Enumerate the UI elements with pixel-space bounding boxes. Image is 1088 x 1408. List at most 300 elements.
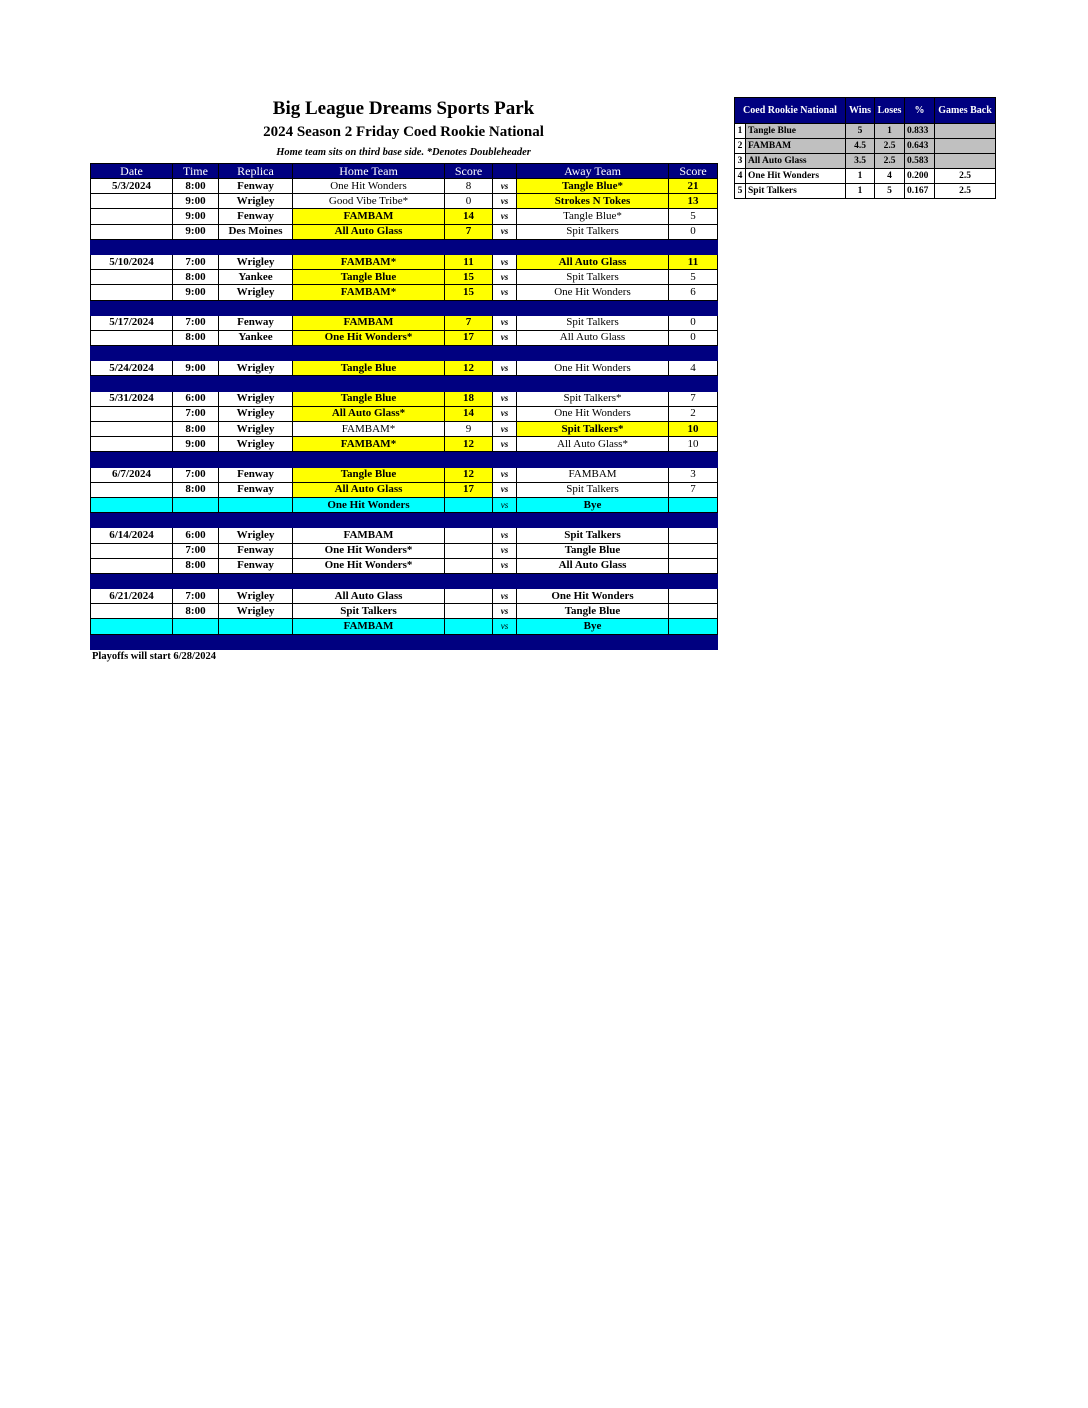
separator-cell [669, 346, 718, 361]
away-score [669, 528, 718, 543]
week-separator [91, 634, 718, 649]
standings-col-loses: Loses [875, 98, 905, 124]
week-separator [91, 346, 718, 361]
separator-cell [517, 573, 669, 588]
page-subtitle: 2024 Season 2 Friday Coed Rookie National [263, 124, 544, 140]
standing-pct: 0.833 [905, 124, 935, 139]
game-date [91, 406, 173, 421]
home-score: 17 [445, 482, 493, 497]
standing-rank: 1 [735, 124, 746, 139]
separator-cell [219, 634, 293, 649]
standings-body [735, 124, 996, 199]
standing-wins: 5 [846, 124, 875, 139]
vs-label: vs [493, 194, 517, 209]
separator-cell [219, 376, 293, 391]
field-replica: Wrigley [219, 604, 293, 619]
game-time: 7:00 [173, 543, 219, 558]
field-replica [219, 619, 293, 634]
game-row [91, 361, 718, 376]
away-score [669, 497, 718, 512]
home-team: One Hit Wonders* [293, 558, 445, 573]
separator-cell [517, 634, 669, 649]
game-date: 5/3/2024 [91, 179, 173, 194]
game-row [91, 391, 718, 406]
game-date [91, 497, 173, 512]
separator-cell [669, 452, 718, 467]
separator-cell [293, 376, 445, 391]
away-score: 0 [669, 330, 718, 345]
schedule-note: Home team sits on third base side. *Denotes Doubleheader [276, 147, 531, 158]
field-replica: Fenway [219, 543, 293, 558]
field-replica: Yankee [219, 270, 293, 285]
home-score [445, 528, 493, 543]
home-team: FAMBAM* [293, 285, 445, 300]
separator-cell [669, 376, 718, 391]
standing-pct: 0.583 [905, 154, 935, 169]
week-separator [91, 376, 718, 391]
away-score [669, 619, 718, 634]
away-score: 10 [669, 437, 718, 452]
standing-games-back [935, 124, 996, 139]
game-date [91, 285, 173, 300]
home-team: FAMBAM [293, 528, 445, 543]
vs-label: vs [493, 179, 517, 194]
game-date [91, 437, 173, 452]
separator-cell [493, 634, 517, 649]
separator-cell [91, 300, 173, 315]
standings-row [735, 154, 996, 169]
field-replica: Des Moines [219, 224, 293, 239]
vs-label: vs [493, 209, 517, 224]
game-date [91, 619, 173, 634]
vs-label: vs [493, 604, 517, 619]
game-row [91, 330, 718, 345]
game-row [91, 482, 718, 497]
separator-cell [445, 376, 493, 391]
game-row [91, 270, 718, 285]
schedule-header-row [91, 164, 718, 179]
game-row [91, 604, 718, 619]
field-replica: Wrigley [219, 437, 293, 452]
vs-label: vs [493, 254, 517, 269]
col-replica: Replica [219, 164, 293, 179]
field-replica: Wrigley [219, 406, 293, 421]
home-team: Tangle Blue [293, 391, 445, 406]
game-time: 8:00 [173, 179, 219, 194]
home-team: One Hit Wonders [293, 179, 445, 194]
game-date [91, 543, 173, 558]
playoffs-note: Playoffs will start 6/28/2024 [92, 651, 216, 662]
standing-rank: 4 [735, 169, 746, 184]
separator-cell [173, 513, 219, 528]
home-score [445, 619, 493, 634]
away-team: Tangle Blue [517, 604, 669, 619]
home-team: One Hit Wonders [293, 497, 445, 512]
game-date: 5/31/2024 [91, 391, 173, 406]
separator-cell [293, 346, 445, 361]
vs-label: vs [493, 391, 517, 406]
vs-label: vs [493, 406, 517, 421]
vs-label: vs [493, 224, 517, 239]
standings-col-games-back: Games Back [935, 98, 996, 124]
standings-col-pct: % [905, 98, 935, 124]
standing-loses: 5 [875, 184, 905, 199]
vs-label: vs [493, 528, 517, 543]
game-date: 5/17/2024 [91, 315, 173, 330]
field-replica: Wrigley [219, 254, 293, 269]
field-replica: Fenway [219, 558, 293, 573]
home-score [445, 543, 493, 558]
home-team: FAMBAM* [293, 254, 445, 269]
standing-games-back: 2.5 [935, 169, 996, 184]
separator-cell [91, 346, 173, 361]
game-date [91, 194, 173, 209]
away-team: FAMBAM [517, 467, 669, 482]
game-row [91, 528, 718, 543]
separator-cell [219, 300, 293, 315]
home-score: 7 [445, 315, 493, 330]
field-replica: Wrigley [219, 422, 293, 437]
field-replica: Yankee [219, 330, 293, 345]
away-score: 5 [669, 209, 718, 224]
separator-cell [445, 513, 493, 528]
home-team: Tangle Blue [293, 467, 445, 482]
standings-row [735, 139, 996, 154]
week-separator [91, 239, 718, 254]
separator-cell [517, 346, 669, 361]
game-row [91, 558, 718, 573]
game-row [91, 467, 718, 482]
separator-cell [493, 376, 517, 391]
home-score: 11 [445, 254, 493, 269]
field-replica: Wrigley [219, 391, 293, 406]
game-time: 8:00 [173, 604, 219, 619]
home-team: FAMBAM* [293, 437, 445, 452]
game-time: 7:00 [173, 589, 219, 604]
separator-cell [669, 300, 718, 315]
home-team: FAMBAM [293, 315, 445, 330]
home-team: FAMBAM [293, 209, 445, 224]
col-away-team: Away Team [517, 164, 669, 179]
away-score: 6 [669, 285, 718, 300]
home-team: Good Vibe Tribe* [293, 194, 445, 209]
away-team: Spit Talkers* [517, 391, 669, 406]
home-score: 14 [445, 406, 493, 421]
standing-team: One Hit Wonders [746, 169, 846, 184]
home-score [445, 604, 493, 619]
separator-cell [91, 239, 173, 254]
separator-cell [517, 300, 669, 315]
col-home-team: Home Team [293, 164, 445, 179]
away-team: Spit Talkers [517, 528, 669, 543]
game-date [91, 270, 173, 285]
away-team: Tangle Blue [517, 543, 669, 558]
separator-cell [445, 346, 493, 361]
home-team: All Auto Glass* [293, 406, 445, 421]
game-time: 9:00 [173, 194, 219, 209]
separator-cell [669, 513, 718, 528]
home-score [445, 558, 493, 573]
game-time: 6:00 [173, 528, 219, 543]
standing-pct: 0.200 [905, 169, 935, 184]
standings-row [735, 169, 996, 184]
game-date [91, 422, 173, 437]
vs-label: vs [493, 315, 517, 330]
field-replica: Wrigley [219, 194, 293, 209]
vs-label: vs [493, 589, 517, 604]
field-replica: Fenway [219, 482, 293, 497]
game-row [91, 406, 718, 421]
week-separator [91, 452, 718, 467]
away-score [669, 558, 718, 573]
away-score: 21 [669, 179, 718, 194]
bye-row [91, 619, 718, 634]
separator-cell [669, 239, 718, 254]
separator-cell [517, 452, 669, 467]
game-time: 6:00 [173, 391, 219, 406]
home-score: 0 [445, 194, 493, 209]
game-time [173, 497, 219, 512]
home-score: 12 [445, 361, 493, 376]
away-score: 10 [669, 422, 718, 437]
separator-cell [219, 513, 293, 528]
separator-cell [669, 634, 718, 649]
separator-cell [173, 634, 219, 649]
col-date: Date [91, 164, 173, 179]
standings-row [735, 124, 996, 139]
separator-cell [293, 300, 445, 315]
away-score [669, 604, 718, 619]
separator-cell [493, 346, 517, 361]
separator-cell [493, 239, 517, 254]
field-replica: Wrigley [219, 361, 293, 376]
game-date: 6/14/2024 [91, 528, 173, 543]
home-team: One Hit Wonders* [293, 543, 445, 558]
game-row [91, 194, 718, 209]
vs-label: vs [493, 497, 517, 512]
game-time: 8:00 [173, 330, 219, 345]
away-score: 0 [669, 224, 718, 239]
game-row [91, 437, 718, 452]
bye-row [91, 497, 718, 512]
away-team: All Auto Glass* [517, 437, 669, 452]
game-time [173, 619, 219, 634]
game-time: 7:00 [173, 254, 219, 269]
field-replica: Fenway [219, 209, 293, 224]
away-team: Bye [517, 619, 669, 634]
col-time: Time [173, 164, 219, 179]
home-score [445, 589, 493, 604]
away-team: Tangle Blue* [517, 209, 669, 224]
standings-table [734, 97, 996, 199]
standing-wins: 4.5 [846, 139, 875, 154]
separator-cell [493, 300, 517, 315]
separator-cell [91, 634, 173, 649]
home-score: 12 [445, 437, 493, 452]
separator-cell [293, 634, 445, 649]
home-team: FAMBAM [293, 619, 445, 634]
separator-cell [173, 239, 219, 254]
away-score: 2 [669, 406, 718, 421]
game-date: 6/7/2024 [91, 467, 173, 482]
vs-label: vs [493, 422, 517, 437]
vs-label: vs [493, 619, 517, 634]
separator-cell [293, 573, 445, 588]
home-team: All Auto Glass [293, 482, 445, 497]
game-row [91, 543, 718, 558]
separator-cell [219, 573, 293, 588]
standing-wins: 1 [846, 184, 875, 199]
away-team: Spit Talkers [517, 482, 669, 497]
standing-rank: 5 [735, 184, 746, 199]
game-date [91, 558, 173, 573]
standing-loses: 2.5 [875, 154, 905, 169]
game-time: 7:00 [173, 315, 219, 330]
game-time: 8:00 [173, 482, 219, 497]
vs-label: vs [493, 467, 517, 482]
separator-cell [219, 346, 293, 361]
standing-games-back: 2.5 [935, 184, 996, 199]
away-team: One Hit Wonders [517, 589, 669, 604]
separator-cell [493, 513, 517, 528]
standing-wins: 3.5 [846, 154, 875, 169]
away-score: 3 [669, 467, 718, 482]
separator-cell [445, 452, 493, 467]
separator-cell [91, 452, 173, 467]
home-team: Tangle Blue [293, 270, 445, 285]
col-home-score: Score [445, 164, 493, 179]
game-row [91, 254, 718, 269]
separator-cell [173, 573, 219, 588]
home-team: FAMBAM* [293, 422, 445, 437]
separator-cell [669, 573, 718, 588]
away-team: All Auto Glass [517, 330, 669, 345]
separator-cell [445, 300, 493, 315]
col-away-score: Score [669, 164, 718, 179]
standing-pct: 0.167 [905, 184, 935, 199]
field-replica: Wrigley [219, 589, 293, 604]
separator-cell [219, 452, 293, 467]
field-replica: Fenway [219, 467, 293, 482]
home-team: All Auto Glass [293, 589, 445, 604]
standings-header-row [735, 98, 996, 124]
away-score: 4 [669, 361, 718, 376]
vs-label: vs [493, 270, 517, 285]
separator-cell [91, 376, 173, 391]
away-score: 11 [669, 254, 718, 269]
home-score [445, 497, 493, 512]
vs-label: vs [493, 330, 517, 345]
vs-label: vs [493, 285, 517, 300]
week-separator [91, 513, 718, 528]
game-date [91, 604, 173, 619]
standings-col-division: Coed Rookie National [735, 98, 846, 124]
away-team: Spit Talkers* [517, 422, 669, 437]
game-time: 8:00 [173, 270, 219, 285]
away-score [669, 543, 718, 558]
game-date: 6/21/2024 [91, 589, 173, 604]
field-replica [219, 497, 293, 512]
game-row [91, 209, 718, 224]
game-time: 9:00 [173, 209, 219, 224]
vs-label: vs [493, 437, 517, 452]
separator-cell [91, 573, 173, 588]
game-time: 8:00 [173, 558, 219, 573]
game-date [91, 209, 173, 224]
away-team: Strokes N Tokes [517, 194, 669, 209]
standing-team: FAMBAM [746, 139, 846, 154]
home-score: 15 [445, 285, 493, 300]
away-team: All Auto Glass [517, 558, 669, 573]
vs-label: vs [493, 361, 517, 376]
away-team: Tangle Blue* [517, 179, 669, 194]
game-row [91, 422, 718, 437]
schedule-body [91, 179, 718, 650]
field-replica: Fenway [219, 315, 293, 330]
field-replica: Fenway [219, 179, 293, 194]
game-date: 5/24/2024 [91, 361, 173, 376]
game-date: 5/10/2024 [91, 254, 173, 269]
home-score: 15 [445, 270, 493, 285]
away-score: 13 [669, 194, 718, 209]
away-score: 5 [669, 270, 718, 285]
field-replica: Wrigley [219, 528, 293, 543]
home-score: 8 [445, 179, 493, 194]
game-time: 9:00 [173, 361, 219, 376]
away-team: One Hit Wonders [517, 361, 669, 376]
separator-cell [445, 634, 493, 649]
away-team: Spit Talkers [517, 315, 669, 330]
game-time: 8:00 [173, 422, 219, 437]
away-score: 7 [669, 482, 718, 497]
separator-cell [517, 239, 669, 254]
game-time: 9:00 [173, 437, 219, 452]
home-team: Spit Talkers [293, 604, 445, 619]
page-title: Big League Dreams Sports Park [272, 98, 535, 119]
separator-cell [293, 239, 445, 254]
separator-cell [517, 376, 669, 391]
separator-cell [293, 452, 445, 467]
standings-col-wins: Wins [846, 98, 875, 124]
separator-cell [445, 239, 493, 254]
standing-rank: 3 [735, 154, 746, 169]
separator-cell [493, 573, 517, 588]
separator-cell [445, 573, 493, 588]
standing-loses: 2.5 [875, 139, 905, 154]
week-separator [91, 300, 718, 315]
field-replica: Wrigley [219, 285, 293, 300]
vs-label: vs [493, 543, 517, 558]
away-team: Spit Talkers [517, 270, 669, 285]
vs-label: vs [493, 482, 517, 497]
separator-cell [517, 513, 669, 528]
away-score: 7 [669, 391, 718, 406]
game-date [91, 330, 173, 345]
away-team: All Auto Glass [517, 254, 669, 269]
standing-games-back [935, 154, 996, 169]
standing-pct: 0.643 [905, 139, 935, 154]
standing-team: All Auto Glass [746, 154, 846, 169]
home-score: 12 [445, 467, 493, 482]
game-row [91, 589, 718, 604]
home-team: One Hit Wonders* [293, 330, 445, 345]
game-time: 7:00 [173, 467, 219, 482]
separator-cell [173, 300, 219, 315]
away-team: Spit Talkers [517, 224, 669, 239]
home-score: 9 [445, 422, 493, 437]
separator-cell [493, 452, 517, 467]
game-date [91, 224, 173, 239]
